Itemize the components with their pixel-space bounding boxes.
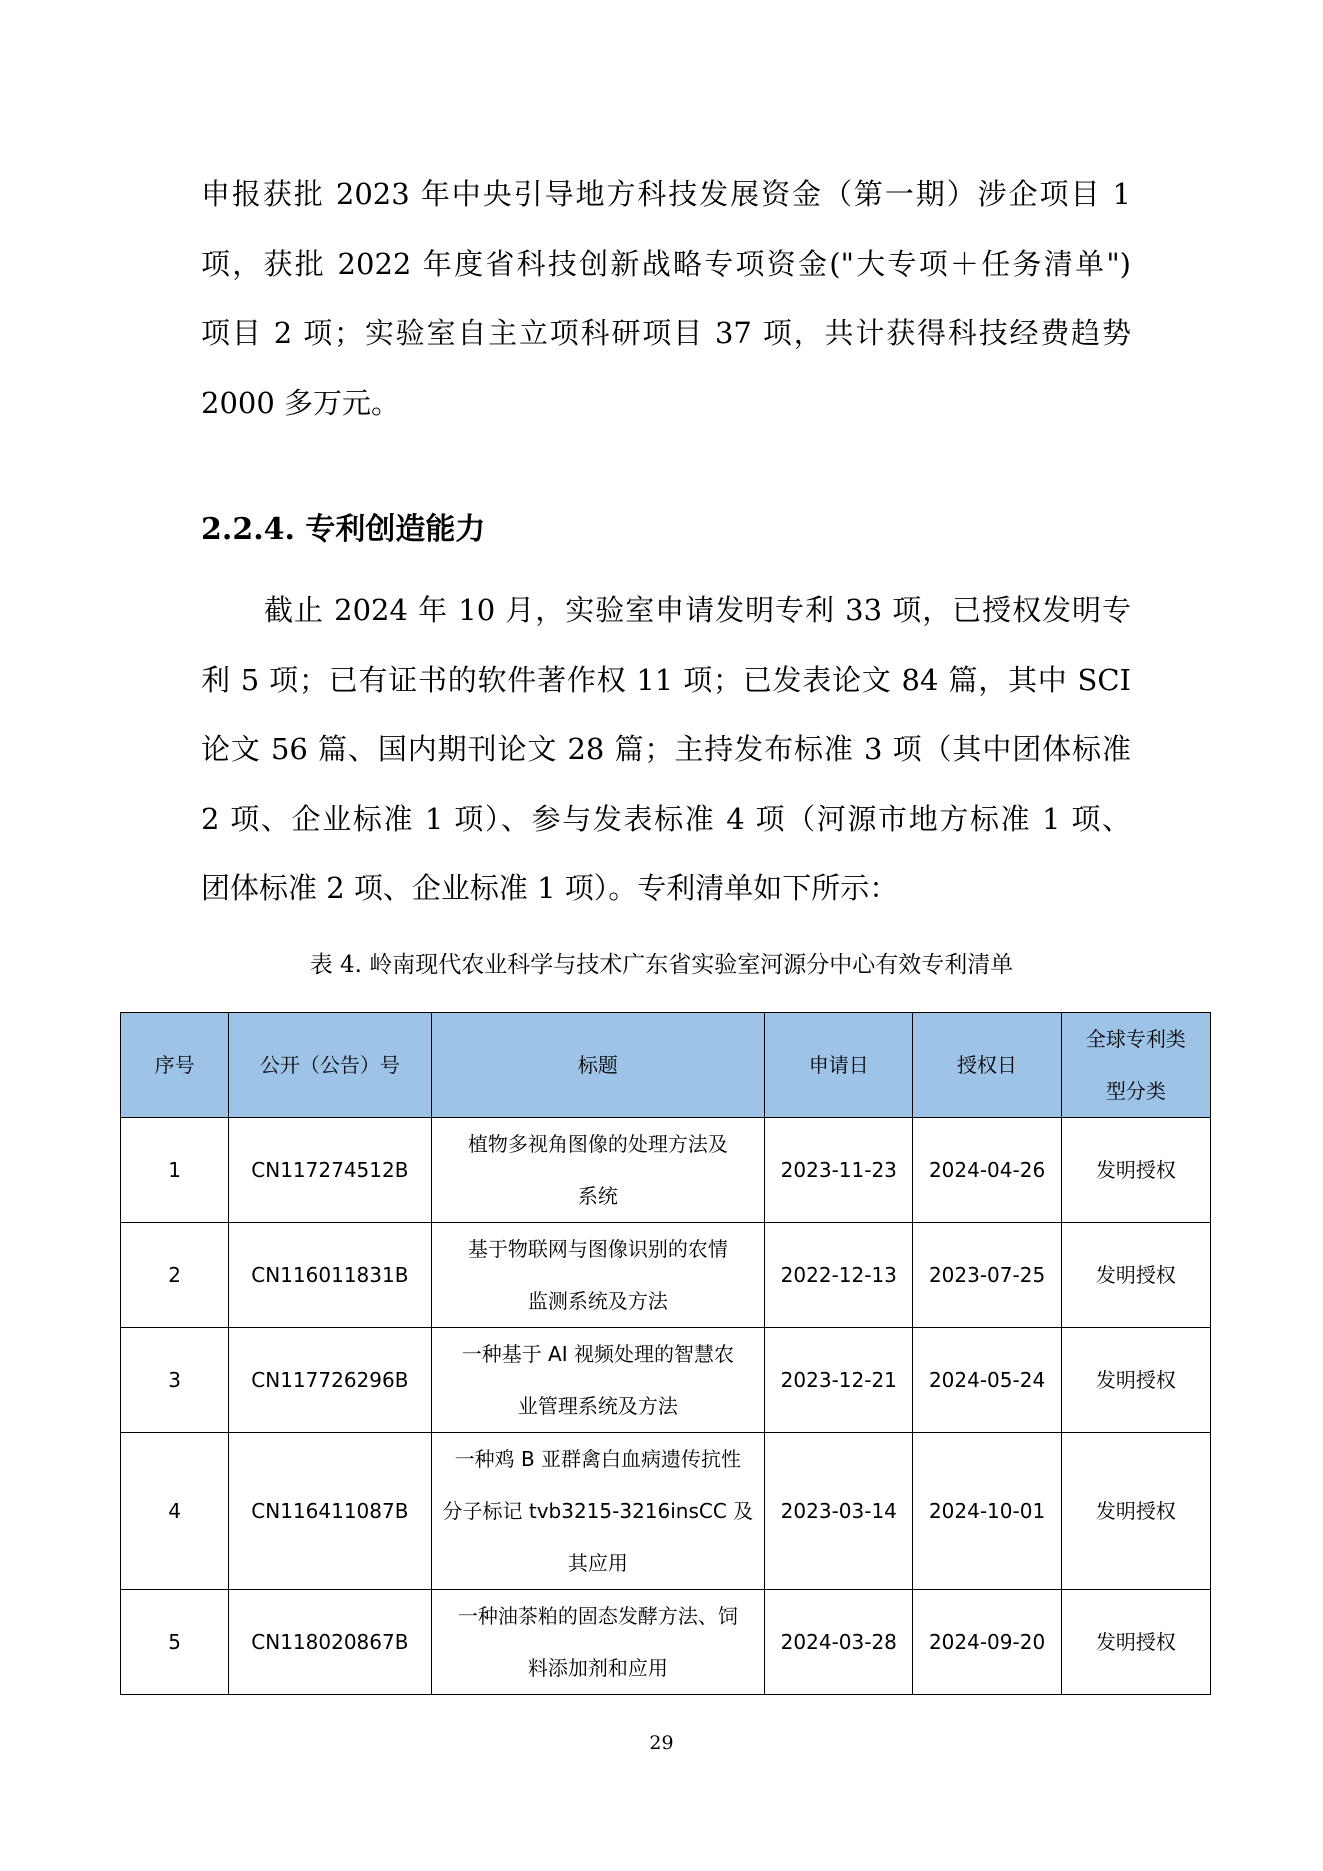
patent-table bbox=[120, 1012, 1211, 1695]
title-line: 一种油茶粕的固态发酵方法、饲 bbox=[457, 1604, 738, 1628]
cell-grant-date: 2024-05-24 bbox=[913, 1328, 1061, 1433]
title-line: 植物多视角图像的处理方法及 bbox=[467, 1132, 728, 1156]
paragraph-line: 2 项、企业标准 1 项）、参与发表标准 4 项（河源市地方标准 1 项、 bbox=[201, 801, 1131, 836]
paragraph-line: 团体标准 2 项、企业标准 1 项）。专利清单如下所示： bbox=[201, 871, 899, 905]
cell-grant-date: 2024-04-26 bbox=[913, 1118, 1061, 1223]
title-line: 监测系统及方法 bbox=[527, 1289, 668, 1313]
cell-index: 4 bbox=[121, 1433, 229, 1590]
header-grant-date: 授权日 bbox=[913, 1013, 1061, 1118]
header-category bbox=[1061, 1013, 1210, 1118]
title-line: 业管理系统及方法 bbox=[517, 1394, 678, 1418]
cell-index: 2 bbox=[121, 1223, 229, 1328]
cell-publication: CN117726296B bbox=[229, 1328, 431, 1433]
section-heading: 2.2.4. 专利创造能力 bbox=[201, 512, 486, 547]
cell-grant-date: 2023-07-25 bbox=[913, 1223, 1061, 1328]
paragraph-line: 截止 2024 年 10 月，实验室申请发明专利 33 项，已授权发明专 bbox=[264, 593, 1131, 627]
header-title: 标题 bbox=[431, 1013, 765, 1118]
title-line: 基于物联网与图像识别的农情 bbox=[467, 1237, 728, 1261]
paragraph-line: 利 5 项；已有证书的软件著作权 11 项；已发表论文 84 篇，其中 SCI bbox=[201, 662, 1131, 697]
cell-title bbox=[431, 1223, 765, 1328]
cell-publication: CN117274512B bbox=[229, 1118, 431, 1223]
cell-apply-date: 2023-12-21 bbox=[765, 1328, 913, 1433]
cell-title bbox=[431, 1433, 765, 1590]
cell-index: 1 bbox=[121, 1118, 229, 1223]
cell-publication: CN116011831B bbox=[229, 1223, 431, 1328]
paragraph-line: 项，获批 2022 年度省科技创新战略专项资金("大专项＋任务清单") bbox=[201, 246, 1131, 281]
cell-category: 发明授权 bbox=[1061, 1433, 1210, 1590]
cell-title bbox=[431, 1328, 765, 1433]
cell-category: 发明授权 bbox=[1061, 1328, 1210, 1433]
paragraph-line: 项目 2 项；实验室自主立项科研项目 37 项，共计获得科技经费趋势 bbox=[201, 316, 1131, 350]
table-row bbox=[121, 1433, 1211, 1590]
cell-apply-date: 2023-11-23 bbox=[765, 1118, 913, 1223]
table-row bbox=[121, 1590, 1211, 1695]
header-category-line: 全球专利类 bbox=[1085, 1027, 1186, 1051]
header-index: 序号 bbox=[121, 1013, 229, 1118]
table-row bbox=[121, 1328, 1211, 1433]
cell-apply-date: 2022-12-13 bbox=[765, 1223, 913, 1328]
page-number: 29 bbox=[649, 1732, 674, 1754]
patent-summary-paragraph bbox=[201, 576, 1131, 924]
cell-apply-date: 2023-03-14 bbox=[765, 1433, 913, 1590]
cell-grant-date: 2024-09-20 bbox=[913, 1590, 1061, 1695]
title-line: 系统 bbox=[577, 1184, 618, 1208]
cell-publication: CN118020867B bbox=[229, 1590, 431, 1695]
title-line: 料添加剂和应用 bbox=[527, 1656, 668, 1680]
cell-apply-date: 2024-03-28 bbox=[765, 1590, 913, 1695]
cell-title bbox=[431, 1590, 765, 1695]
cell-index: 3 bbox=[121, 1328, 229, 1433]
cell-category: 发明授权 bbox=[1061, 1118, 1210, 1223]
table-row bbox=[121, 1223, 1211, 1328]
cell-title bbox=[431, 1118, 765, 1223]
cell-index: 5 bbox=[121, 1590, 229, 1695]
title-line: 一种鸡 B 亚群禽白血病遗传抗性 bbox=[454, 1447, 742, 1471]
title-line: 分子标记 tvb3215-3216insCC 及 bbox=[442, 1499, 754, 1523]
paragraph-line: 申报获批 2023 年中央引导地方科技发展资金（第一期）涉企项目 1 bbox=[201, 177, 1131, 211]
table-row bbox=[121, 1118, 1211, 1223]
cell-grant-date: 2024-10-01 bbox=[913, 1433, 1061, 1590]
paragraph-line: 2000 多万元。 bbox=[201, 385, 401, 420]
table-caption: 表 4. 岭南现代农业科学与技术广东省实验室河源分中心有效专利清单 bbox=[309, 952, 1014, 978]
header-category-line: 型分类 bbox=[1105, 1079, 1166, 1103]
cell-category: 发明授权 bbox=[1061, 1590, 1210, 1695]
header-publication: 公开（公告）号 bbox=[229, 1013, 431, 1118]
cell-publication: CN116411087B bbox=[229, 1433, 431, 1590]
header-apply-date: 申请日 bbox=[765, 1013, 913, 1118]
funding-paragraph bbox=[201, 160, 1131, 438]
paragraph-line: 论文 56 篇、国内期刊论文 28 篇；主持发布标准 3 项（其中团体标准 bbox=[201, 732, 1131, 766]
title-line: 其应用 bbox=[567, 1551, 628, 1575]
table-header-row bbox=[121, 1013, 1211, 1118]
cell-category: 发明授权 bbox=[1061, 1223, 1210, 1328]
title-line: 一种基于 AI 视频处理的智慧农 bbox=[461, 1342, 734, 1366]
